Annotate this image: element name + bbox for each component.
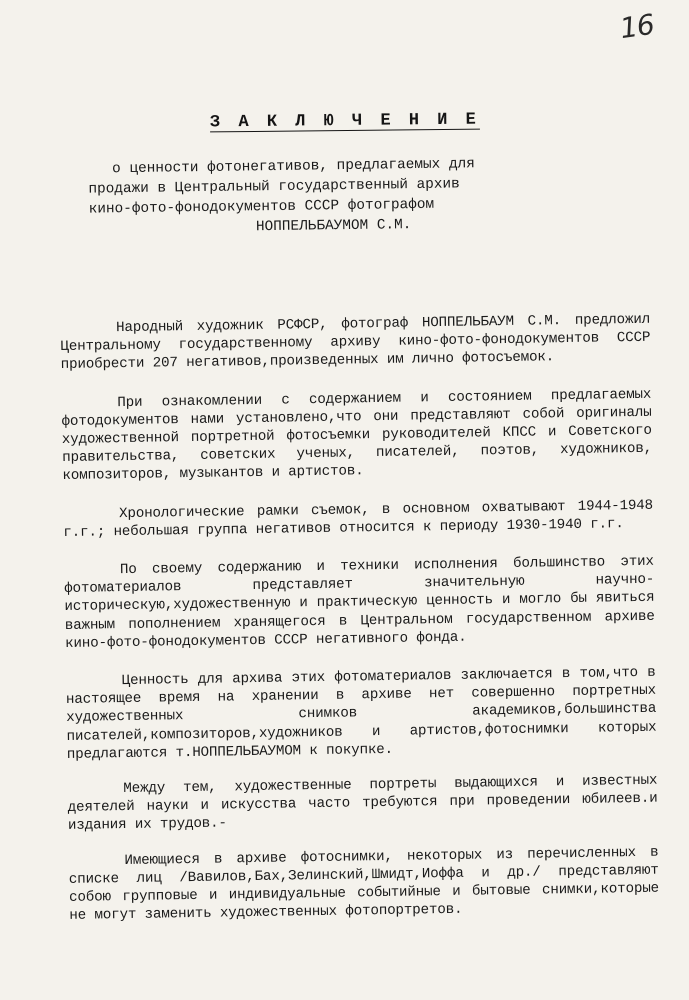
subtitle-line: продажи в Центральный государственный архив <box>88 176 460 198</box>
subtitle-line: кино-фото-фонодокументов СССР фотографом <box>88 196 435 218</box>
document-subtitle <box>60 152 631 240</box>
subtitle-line: НОППЕЛЬБАУМОМ С.М. <box>255 217 412 236</box>
paragraph-portraits: Между тем, художественные портреты выдающихся и известных деятелей науки и искусства часто требуются при проведении юбилеев.и издания их трудов.- <box>67 772 658 835</box>
document-body <box>60 311 659 926</box>
page-number: 16 <box>617 7 656 46</box>
paragraph-contents: При ознакомлении с содержанием и состоянием предлагаемых фотодокументов нами установлено,что они представляют собой оригиналы художественной портретной фотосъемки руководителей КПСС и Советского правительства, советских ученых, писателей, поэтов, художников, композиторов, музыкантов и артистов. <box>61 386 653 485</box>
subtitle-line: о ценности фотонегативов, предлагаемых для <box>112 156 475 178</box>
paragraph-proposal: Народный художник РСФСР, фотограф НОППЕЛЬБАУМ С.М. предложил Центральному государственному архиву кино-фото-фонодокументов СССР приобрести 207 негативов,произведенных им лично фотосъемок. <box>60 311 651 374</box>
paragraph-existing-photos: Имеющиеся в архиве фотоснимки, некоторых из перечисленных в списке лиц /Вавилов,Бах,Зелинский,Шмидт,Иоффа и др./ представляют собою групповые и индивидуальные событийные и бытовые снимки,которые не могут заменить художественных фотопортретов. <box>68 844 660 925</box>
paragraph-chronology: Хронологические рамки съемок, в основном охватывают 1944-1948 г.г.; небольшая группа негативов относится к периоду 1930-1940 г.г. <box>63 497 654 541</box>
paragraph-archive-value: Ценность для архива этих фотоматериалов заключается в том,что в настоящее время на хранении в архиве нет совершенно портретных художественных снимков академиков,большинства писателей,композиторов,художников и артистов,фотоснимки которых предлагаются т.НОППЕЛЬБАУМОМ к покупке. <box>65 664 657 763</box>
paragraph-value: По своему содержанию и техники исполнения большинство этих фотоматериалов представляет значительную научно-историческую,художественную и практическую ценность и могло бы явиться важным пополнением хранящегося в Центральном государственном архиве кино-фото-фонодокументов СССР негативного фонда. <box>64 553 655 652</box>
document-title: З А К Л Ю Ч Е Н И Е <box>209 110 480 133</box>
